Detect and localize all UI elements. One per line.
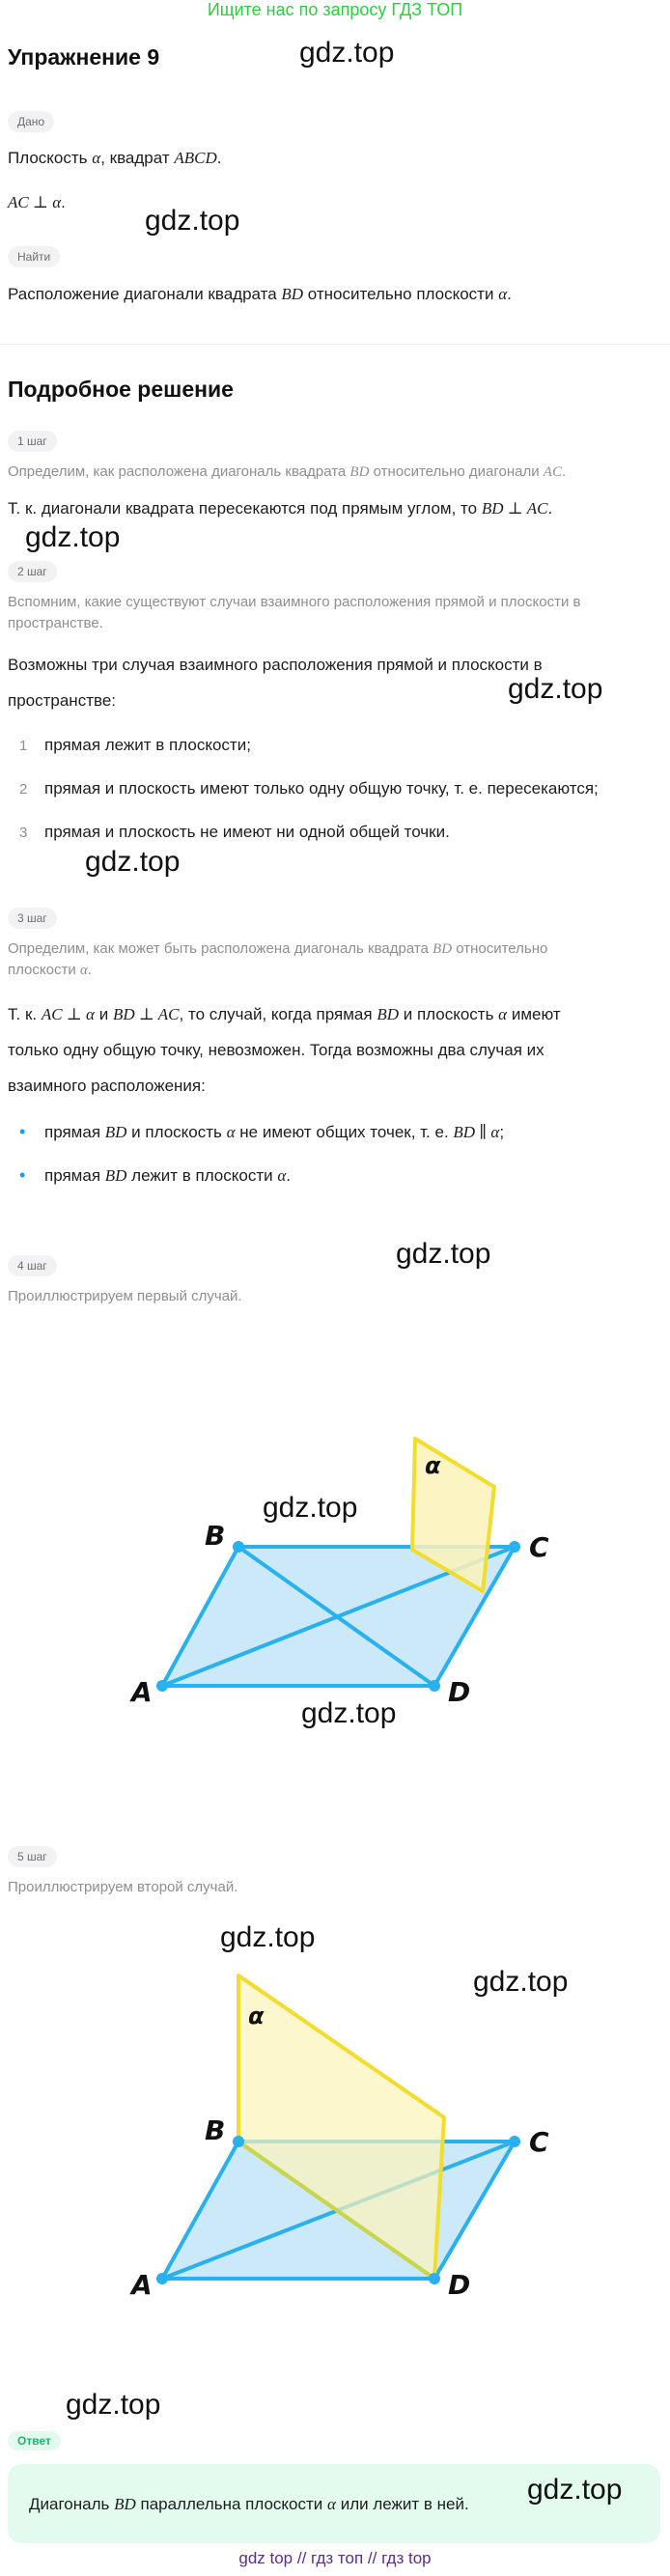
point-d (429, 2273, 440, 2284)
point-b (233, 1541, 244, 1553)
point-a (156, 1680, 168, 1692)
list-item: 2 прямая и плоскость имеют только одну общую точку, т. е. пересекаются; (19, 779, 599, 798)
step-3-chip: 3 шаг (8, 908, 57, 929)
label-c: C (529, 2126, 549, 2158)
list-item: 3 прямая и плоскость не имеют ни одной общей точки. (19, 823, 450, 841)
point-d (429, 1680, 440, 1692)
figure-case-2 (0, 1960, 670, 2317)
watermark: gdz.top (508, 673, 603, 705)
label-alpha: α (248, 2002, 265, 2030)
given-chip: Дано (8, 111, 54, 132)
step-5-hint: Проиллюстрируем второй случай. (8, 1879, 238, 1895)
find-text: Расположение диагонали квадрата BD относительно плоскости α. (8, 285, 512, 303)
footer-links: gdz top // гдз топ // гдз top (238, 2549, 432, 2567)
given-line-1: Плоскость α, квадрат ABCD. (8, 149, 222, 167)
label-d: D (448, 1676, 471, 1708)
watermark: gdz.top (263, 1492, 358, 1524)
footer-link[interactable]: гдз top (381, 2549, 432, 2567)
answer-chip: Ответ (8, 2431, 61, 2450)
watermark: gdz.top (66, 2389, 161, 2421)
step-2-hint: Вспомним, какие существуют случаи взаимного расположения прямой и плоскости в пространстве. (8, 594, 581, 631)
watermark: gdz.top (85, 846, 181, 878)
watermark: gdz.top (145, 205, 240, 237)
step-1-hint: Определим, как расположена диагональ квадрата BD относительно диагонали AC. (8, 463, 567, 480)
footer-link[interactable]: гдз топ (311, 2549, 364, 2567)
watermark: gdz.top (220, 1921, 316, 1953)
label-c: C (529, 1531, 549, 1563)
label-b: B (205, 1520, 226, 1552)
list-item: 1 прямая лежит в плоскости; (19, 736, 251, 754)
solution-title: Подробное решение (8, 377, 234, 402)
watermark: gdz.top (396, 1238, 491, 1270)
label-b: B (205, 2114, 226, 2146)
watermark: gdz.top (25, 521, 121, 553)
point-c (509, 1541, 520, 1553)
step-4-hint: Проиллюстрируем первый случай. (8, 1288, 242, 1304)
given-line-2: AC ⊥ α. (8, 193, 66, 211)
step-3-text: Т. к. AC ⊥ α и BD ⊥ AC, то случай, когда прямая BD и плоскость α имеют только одну общую точку, невозможен. Тогда возможны два случая их взаимного расположения: (8, 1005, 561, 1095)
watermark: gdz.top (301, 1697, 397, 1729)
bullet-item: • прямая BD и плоскость α не имеют общих точек, т. е. BD ∥ α; (19, 1122, 505, 1141)
step-2-text: Возможны три случая взаимного расположения прямой и плоскости в пространстве: (8, 656, 543, 710)
bullet-item: • прямая BD лежит в плоскости α. (19, 1165, 292, 1185)
watermark: gdz.top (299, 37, 395, 69)
point-b (233, 2136, 244, 2147)
step-1-chip: 1 шаг (8, 431, 57, 452)
point-c (509, 2136, 520, 2147)
label-a: A (131, 2269, 153, 2301)
point-a (156, 2273, 168, 2284)
step-4-chip: 4 шаг (8, 1255, 57, 1276)
label-alpha: α (425, 1452, 441, 1479)
answer-text: Диагональ BD параллельна плоскости α или лежит в ней. (29, 2495, 469, 2513)
find-chip: Найти (8, 246, 60, 267)
step-3-hint: Определим, как может быть расположена диагональ квадрата BD относительно плоскости α. (8, 940, 548, 978)
search-banner[interactable]: Ищите нас по запросу ГДЗ ТОП (207, 0, 463, 19)
watermark: gdz.top (527, 2474, 623, 2506)
watermark: gdz.top (473, 1966, 569, 1998)
label-d: D (448, 2269, 471, 2301)
label-a: A (131, 1676, 153, 1708)
footer-link[interactable]: gdz top (238, 2549, 293, 2567)
divider (0, 344, 670, 345)
step-5-chip: 5 шаг (8, 1846, 57, 1867)
page-title: Упражнение 9 (8, 44, 160, 70)
step-1-text: Т. к. диагонали квадрата пересекаются под прямым углом, то BD ⊥ AC. (8, 499, 553, 518)
step-2-chip: 2 шаг (8, 561, 57, 582)
